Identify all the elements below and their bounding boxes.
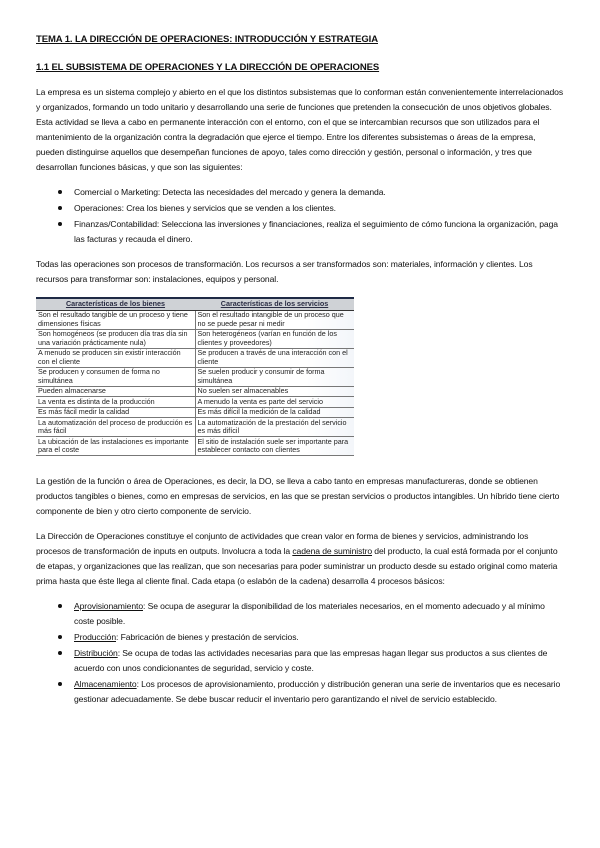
do-paragraph: La gestión de la función o área de Operaciones, es decir, la DO, se lleva a cabo tanto en empresas manufactureras, donde se obtienen productos tangibles o bienes, como en empresas de servicios, en las que se prestan servicios o productos intangibles. Un híbrido tiene cierto componente de bien y otro cierto componente de servicio.: [36, 476, 560, 516]
list-item: Finanzas/Contabilidad: Selecciona las inversiones y financiaciones, realiza el seguimiento de cómo funciona la organización, paga las facturas y recauda el dinero.: [36, 217, 564, 247]
table-header-goods: Características de los bienes: [36, 298, 195, 310]
process-description: : Fabricación de bienes y prestación de servicios.: [116, 632, 299, 642]
process-description: : Los procesos de aprovisionamiento, producción y distribución generan una serie de inventarios que es necesario gestionar adecuadamente. Se debe buscar reducir el inventario pero garantizando el nivel de servicio establecido.: [74, 679, 561, 704]
supply-chain-text-after: del producto, la cual está formada por el conjunto de etapas, y organizaciones que las realizan, que son necesarias para poder suministrar un producto desde su estado original como materia prima hasta que éste llega al cliente final. Cada etapa (o eslabón de la cadena) desarrolla 4 procesos básicos:: [36, 546, 558, 586]
processes-list: [36, 599, 564, 707]
goods-services-table-figure: [36, 297, 354, 456]
intro-paragraph: La empresa es un sistema complejo y abierto en el que los distintos subsistemas que lo conforman están convenientemente interrelacionados y organizados, formando un todo unitario y desarrollando una serie de funciones que pretenden la consecución de unos objetivos globales. Esta actividad se lleva a cabo en permanente interacción con el entorno, con el que se intercambian recursos que son utilizados para el mantenimiento de la organización contra la degradación que ejerce el tiempo. Entre los diferentes subsistemas o áreas de la empresa, pueden distinguirse aquellos que desempeñan funciones de apoyo, tales como dirección y gestión, personal o información, y tres que desarrollan funciones básicas, y que son las siguientes:: [36, 87, 564, 172]
supply-chain-text-before: La Dirección de Operaciones constituye el conjunto de actividades que crean valor en forma de bienes y servicios, administrando los procesos de transformación de inputs en outputs. Involucra a toda la: [36, 531, 529, 556]
process-term: Almacenamiento: [74, 679, 137, 689]
list-item: [36, 630, 564, 645]
process-description: : Se ocupa de todas las actividades necesarias para que las empresas hagan llegar sus productos a sus clientes de acuerdo con unos condicionantes de seguridad, servicio y coste.: [74, 648, 548, 673]
table-cell: Es más fácil medir la calidad: [36, 407, 195, 418]
table-cell: No suelen ser almacenables: [195, 386, 354, 397]
document-title: TEMA 1. LA DIRECCIÓN DE OPERACIONES: INTRODUCCIÓN Y ESTRATEGIA: [36, 34, 378, 45]
supply-chain-term: cadena de suministro: [292, 546, 373, 556]
list-item: Comercial o Marketing: Detecta las necesidades del mercado y genera la demanda.: [36, 185, 564, 200]
table-row: [36, 397, 354, 408]
list-item: [36, 646, 564, 676]
document-content: [36, 34, 564, 717]
process-description: : Se ocupa de asegurar la disponibilidad de los materiales necesarios, en el momento adecuado y al mínimo coste posible.: [74, 601, 545, 626]
resources-paragraph: Todas las operaciones son procesos de transformación. Los recursos a ser transformados son: materiales, información y clientes. Los recursos para transformar son: instalaciones, equipos y personal.: [36, 259, 533, 284]
table-row: [36, 329, 354, 348]
table-cell: Se producen y consumen de forma no simultánea: [36, 367, 195, 386]
table-header-row: [36, 298, 354, 310]
table-cell: A menudo la venta es parte del servicio: [195, 397, 354, 408]
table-cell: La ubicación de las instalaciones es importante para el coste: [36, 437, 195, 456]
table-cell: El sitio de instalación suele ser importante para establecer contacto con clientes: [195, 437, 354, 456]
table-cell: Pueden almacenarse: [36, 386, 195, 397]
table-cell: Son heterogéneos (varían en función de los clientes y proveedores): [195, 329, 354, 348]
table-cell: Son el resultado tangible de un proceso y tiene dimensiones físicas: [36, 310, 195, 329]
goods-services-table: [36, 297, 354, 456]
table-row: [36, 386, 354, 397]
table-cell: La automatización del proceso de producción es más fácil: [36, 418, 195, 437]
list-item: [36, 599, 564, 629]
functions-list: [36, 185, 564, 247]
table-cell: Se producen a través de una interacción con el cliente: [195, 348, 354, 367]
table-row: [36, 310, 354, 329]
table-cell: La venta es distinta de la producción: [36, 397, 195, 408]
table-row: [36, 348, 354, 367]
table-cell: A menudo se producen sin existir interacción con el cliente: [36, 348, 195, 367]
table-cell: Son homogéneos (se producen día tras día sin una variación prácticamente nula): [36, 329, 195, 348]
table-row: [36, 418, 354, 437]
process-term: Aprovisionamiento: [74, 601, 143, 611]
table-cell: Se suelen producir y consumir de forma simultánea: [195, 367, 354, 386]
process-term: Producción: [74, 632, 116, 642]
table-row: [36, 367, 354, 386]
section-heading: 1.1 EL SUBSISTEMA DE OPERACIONES Y LA DIRECCIÓN DE OPERACIONES: [36, 62, 380, 73]
table-row: [36, 407, 354, 418]
supply-chain-paragraph: [36, 529, 564, 589]
table-cell: La automatización de la prestación del servicio es más difícil: [195, 418, 354, 437]
process-term: Distribución: [74, 648, 118, 658]
list-item: [36, 677, 564, 707]
table-cell: Son el resultado intangible de un proceso que no se puede pesar ni medir: [195, 310, 354, 329]
list-item: Operaciones: Crea los bienes y servicios que se venden a los clientes.: [36, 201, 564, 216]
table-cell: Es más difícil la medición de la calidad: [195, 407, 354, 418]
table-header-services: Características de los servicios: [195, 298, 354, 310]
table-row: [36, 437, 354, 456]
